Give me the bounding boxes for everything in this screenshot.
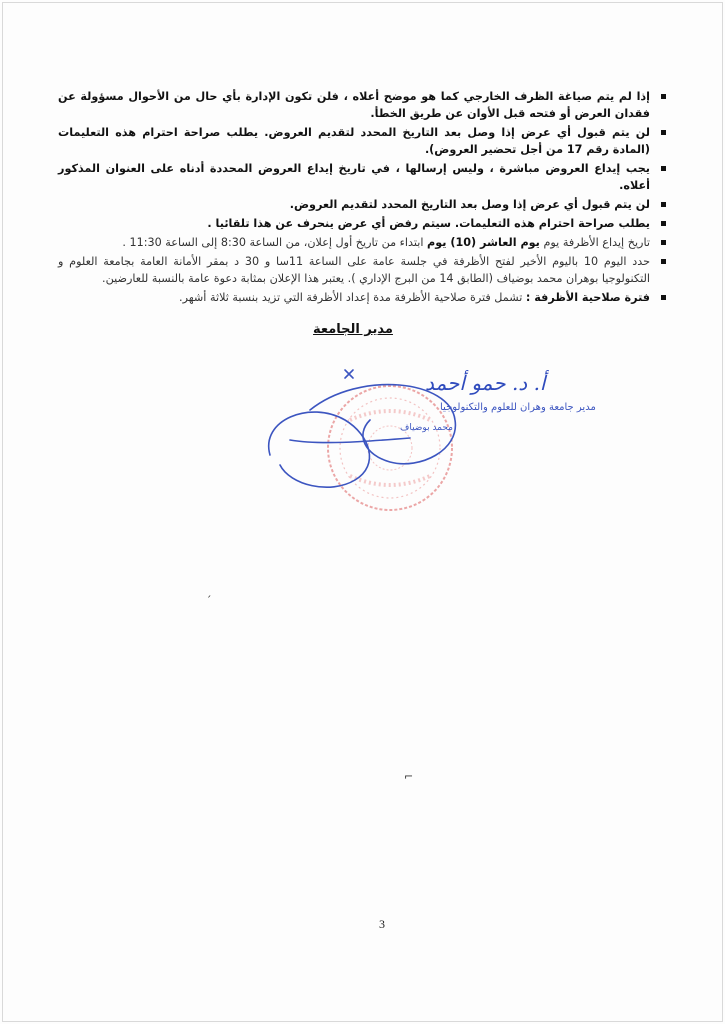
condition-item xyxy=(58,289,668,306)
condition-item xyxy=(58,160,668,194)
condition-text: لن يتم قبول أي عرض إذا وصل بعد التاريخ المحدد لتقديم العروض. xyxy=(289,198,650,211)
signature-and-stamp xyxy=(250,350,596,540)
red-stamp xyxy=(328,386,452,510)
condition-text: يطلب صراحة احترام هذه التعليمات. سيتم رفض أي عرض ينحرف عن هذا تلقائيا . xyxy=(207,217,650,230)
bullet-square-icon xyxy=(661,94,666,99)
condition-text: يوم العاشر (10) يوم xyxy=(427,236,540,249)
handwritten-name: أ. د. حمو أحمد xyxy=(425,371,546,395)
bullet-square-icon xyxy=(661,130,666,135)
scan-speck: ˏ xyxy=(206,585,212,598)
conditions-list xyxy=(58,88,668,306)
document-body xyxy=(58,88,668,308)
svg-text:مدير جامعة وهران للعلوم والتكن: مدير جامعة وهران للعلوم والتكنولوجيا xyxy=(440,402,596,413)
scan-speck: ⌐ xyxy=(404,770,414,783)
condition-text: ابتداء من تاريخ أول إعلان، من الساعة 8:30 إلى الساعة 11:30 . xyxy=(122,236,428,249)
bullet-square-icon xyxy=(661,221,666,226)
condition-text: يجب إيداع العروض مباشرة ، وليس إرسالها ، في تاريخ إيداع العروض المحددة أدناه على العنوان المذكور أعلاه. xyxy=(58,162,650,192)
condition-item xyxy=(58,196,668,213)
condition-text: تاريخ إيداع الأظرفة يوم xyxy=(539,236,650,249)
bullet-square-icon xyxy=(661,202,666,207)
page-number: 3 xyxy=(379,917,385,931)
condition-item xyxy=(58,253,668,287)
bullet-square-icon xyxy=(661,295,666,300)
condition-text: إذا لم يتم صياغة الظرف الخارجي كما هو موضح أعلاه ، فلن تكون الإدارة بأي حال من الأحوال مسؤولة عن فقدان العرض أو فتحه قبل الأوان عن طريق الخطأ. xyxy=(58,90,650,120)
signature-stamp-image xyxy=(250,350,596,540)
condition-text: لن يتم قبول أي عرض إذا وصل بعد التاريخ المحدد لتقديم العروض. يطلب صراحة احترام هذه التعليمات (المادة رقم 17 من أجل تحضير العروض). xyxy=(58,126,650,156)
bullet-square-icon xyxy=(661,259,666,264)
condition-text: تشمل فترة صلاحية الأظرفة مدة إعداد الأظرفة التي تزيد بنسبة ثلاثة أشهر. xyxy=(179,291,526,304)
bullet-square-icon xyxy=(661,240,666,245)
condition-text: فترة صلاحية الأظرفة : xyxy=(525,291,650,304)
condition-item xyxy=(58,88,668,122)
condition-text: حدد اليوم 10 باليوم الأخير لفتح الأظرفة في جلسة عامة على الساعة 11سا و 30 د بمقر الأمانة العامة بجامعة العلوم و التكنولوجيا بوهران محمد بوضياف (الطابق 14 من البرج الإداري ). يعتبر هذا الإعلان بمثابة دعوة عامة بالنسبة للعارضين. xyxy=(58,255,650,285)
condition-item xyxy=(58,234,668,251)
condition-item xyxy=(58,124,668,158)
director-title: مدير الجامعة xyxy=(313,322,393,337)
svg-text:محمد بوضياف: محمد بوضياف xyxy=(400,423,454,433)
bullet-square-icon xyxy=(661,166,666,171)
condition-item xyxy=(58,215,668,232)
